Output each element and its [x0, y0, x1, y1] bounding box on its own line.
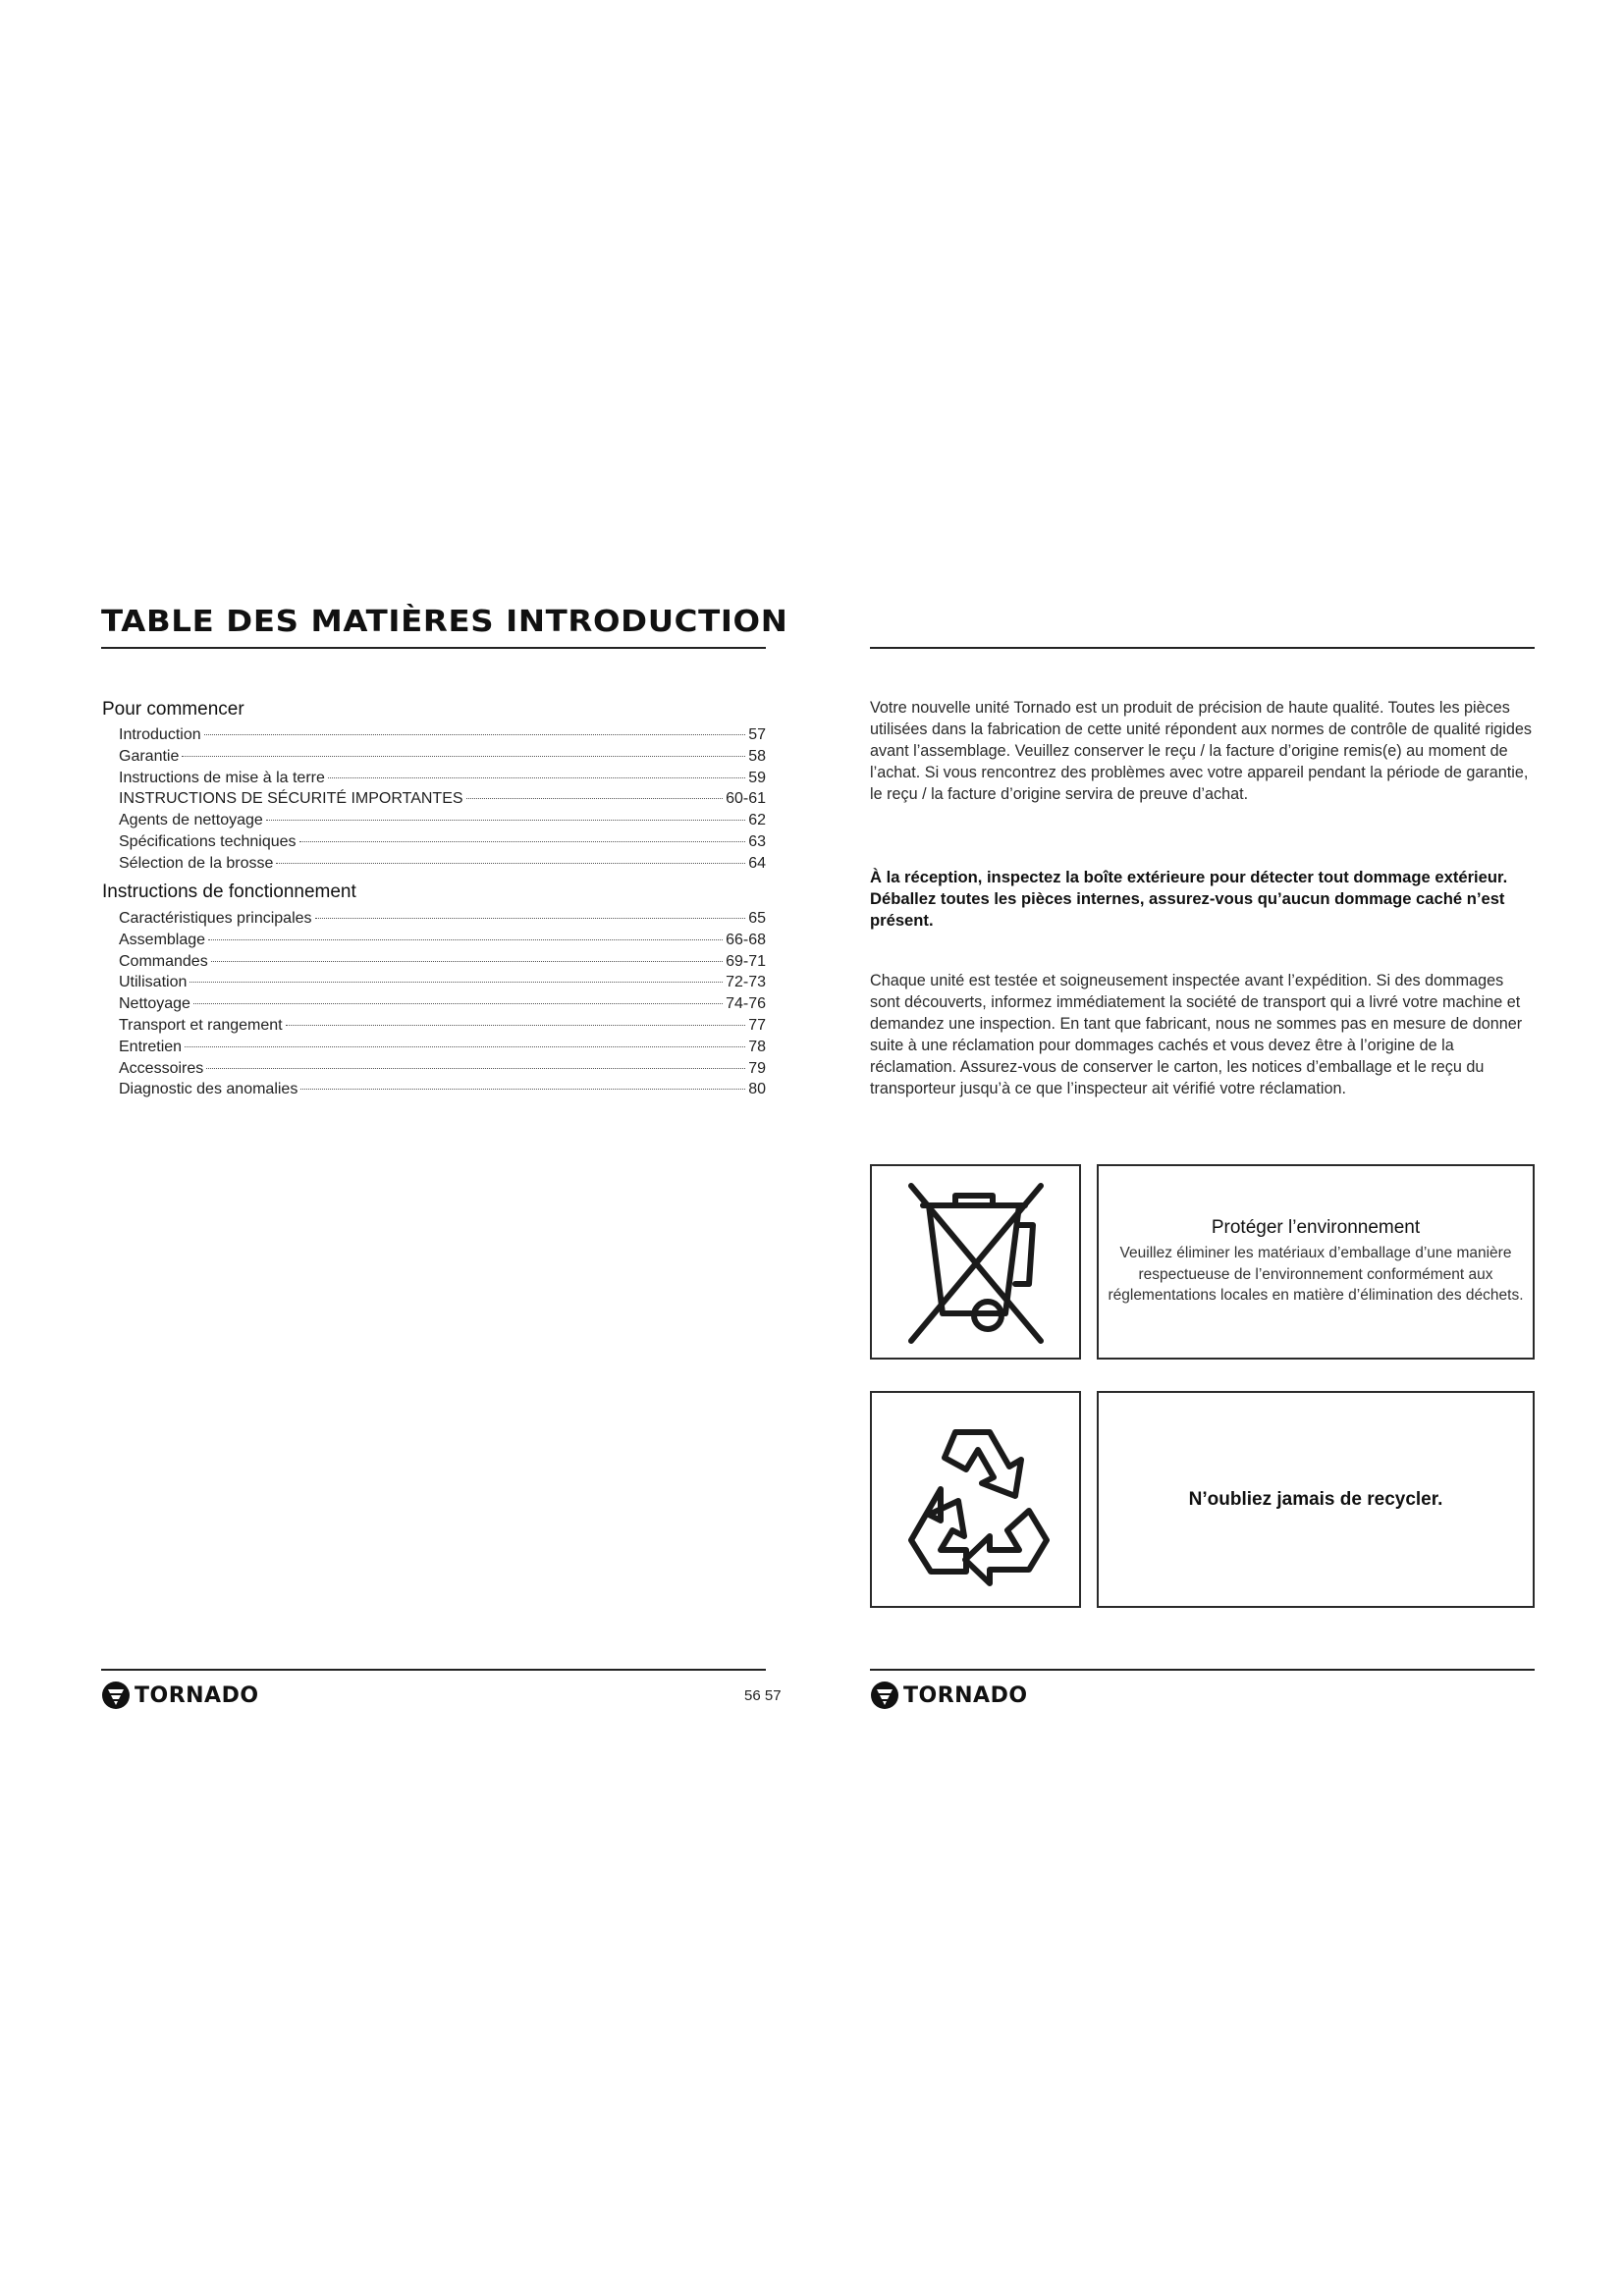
toc-entry-page: 77 — [748, 1016, 766, 1034]
toc-entry-label: Nettoyage — [119, 995, 190, 1013]
toc-entry — [119, 853, 766, 875]
toc-entry-label: Transport et rangement — [119, 1016, 283, 1034]
toc-entry-page: 65 — [748, 910, 766, 927]
environment-box — [1097, 1164, 1535, 1360]
toc-list-2 — [119, 908, 766, 1100]
toc-entry-page: 80 — [748, 1081, 766, 1098]
toc-leader-dots — [466, 798, 724, 799]
toc-entry-label: INSTRUCTIONS DE SÉCURITÉ IMPORTANTES — [119, 790, 463, 808]
toc-entry — [119, 746, 766, 768]
toc-entry — [119, 951, 766, 973]
toc-entry — [119, 1015, 766, 1037]
toc-entry-label: Agents de nettoyage — [119, 812, 263, 829]
toc-leader-dots — [208, 939, 723, 940]
toc-entry — [119, 1058, 766, 1080]
inspection-paragraph: À la réception, inspectez la boîte extérieure pour détecter tout dommage extérieur. Déballez toutes les pièces internes, assurez-vous qu’aucun dommage caché n’est présent. — [870, 868, 1508, 930]
toc-leader-dots — [206, 1068, 745, 1069]
recycle-icon-box — [870, 1391, 1081, 1608]
environment-title: Protéger l’environnement — [1211, 1217, 1421, 1239]
toc-entry — [119, 972, 766, 993]
toc-entry-label: Utilisation — [119, 974, 188, 991]
brand-logo-left — [101, 1681, 259, 1710]
brand-logo-right — [870, 1681, 1028, 1710]
toc-entry — [119, 810, 766, 831]
toc-entry-page: 58 — [748, 747, 766, 765]
toc-entry-page: 62 — [748, 812, 766, 829]
toc-entry-page: 72-73 — [726, 974, 766, 991]
page-title: TABLE DES MATIÈRES INTRODUCTION — [101, 605, 788, 639]
toc-entry — [119, 724, 766, 746]
toc-leader-dots — [328, 777, 745, 778]
toc-entry — [119, 1037, 766, 1058]
toc-entry-label: Entretien — [119, 1038, 183, 1055]
toc-entry — [119, 831, 766, 853]
toc-entry-page: 64 — [748, 854, 766, 872]
toc-leader-dots — [266, 820, 745, 821]
toc-leader-dots — [211, 961, 723, 962]
toc-entry-label: Instructions de mise à la terre — [119, 769, 325, 786]
toc-entry-page: 60-61 — [726, 790, 766, 808]
toc-entry-label: Garantie — [119, 747, 180, 765]
footer-rule-right — [870, 1669, 1535, 1671]
brand-name: TORNADO — [135, 1682, 259, 1708]
toc-entry-page: 59 — [748, 769, 766, 786]
toc-entry-page: 74-76 — [726, 995, 766, 1013]
toc-entry-page: 78 — [748, 1038, 766, 1055]
page-numbers: 56 57 — [744, 1687, 782, 1704]
toc-entry-page: 57 — [748, 726, 766, 743]
header-rule-right — [870, 647, 1535, 649]
toc-leader-dots — [193, 1003, 723, 1004]
toc-entry-label: Sélection de la brosse — [119, 854, 274, 872]
toc-entry — [119, 768, 766, 789]
toc-leader-dots — [315, 918, 746, 919]
crossed-bin-icon — [872, 1166, 1079, 1358]
weee-icon-box — [870, 1164, 1081, 1360]
toc-entry-label: Diagnostic des anomalies — [119, 1081, 298, 1098]
toc-entry — [119, 908, 766, 930]
toc-entry — [119, 788, 766, 810]
toc-leader-dots — [276, 863, 745, 864]
damage-paragraph: Chaque unité est testée et soigneusement inspectée avant l’expédition. Si des dommages sont découverts, informez immédiatement la société de transport qui a livré votre machine et demandez une inspection. En tant que fabricant, nous ne sommes pas en mesure de donner suite à une réclamation pour dommages cachés et vous devez être à l’origine de la réclamation. Assurez-vous de conserver le carton, les notices d’emballage et le reçu du transporteur jusqu’à ce que l’inspecteur ait vérifié votre réclamation. — [870, 972, 1523, 1097]
toc-entry-label: Accessoires — [119, 1059, 204, 1077]
toc-leader-dots — [300, 1089, 745, 1090]
recycle-icon — [872, 1393, 1079, 1606]
tornado-logo-icon — [101, 1681, 131, 1710]
toc-leader-dots — [182, 756, 745, 757]
toc-entry-page: 63 — [748, 832, 766, 850]
intro-paragraph: Votre nouvelle unité Tornado est un produit de précision de haute qualité. Toutes les pièces utilisées dans la fabrication de cette unité répondent aux normes de contrôle de qualité rigides avant l’assemblage. Veuillez conserver le reçu / la facture d’origine remis(e) au moment de l’achat. Si vous rencontrez des problèmes avec votre appareil pendant la période de garantie, le reçu / la facture d’origine servira de preuve d’achat. — [870, 699, 1533, 803]
toc-leader-dots — [299, 841, 746, 842]
toc-section-title: Instructions de fonctionnement — [102, 881, 356, 902]
recycle-box — [1097, 1391, 1535, 1608]
toc-leader-dots — [286, 1025, 746, 1026]
tornado-logo-icon — [870, 1681, 899, 1710]
toc-entry-page: 66-68 — [726, 931, 766, 948]
toc-entry-label: Assemblage — [119, 931, 206, 948]
toc-entry-label: Caractéristiques principales — [119, 910, 312, 927]
brand-name: TORNADO — [903, 1682, 1028, 1708]
toc-entry-page: 79 — [748, 1059, 766, 1077]
toc-entry-label: Commandes — [119, 952, 208, 970]
toc-entry — [119, 1079, 766, 1100]
toc-entry-label: Introduction — [119, 726, 201, 743]
toc-section-title: Pour commencer — [102, 699, 244, 720]
footer-rule-left — [101, 1669, 766, 1671]
toc-entry — [119, 930, 766, 951]
toc-entry — [119, 993, 766, 1015]
header-rule-left — [101, 647, 766, 649]
toc-leader-dots — [204, 734, 746, 735]
toc-entry-page: 69-71 — [726, 952, 766, 970]
toc-leader-dots — [185, 1046, 745, 1047]
recycle-message: N’oubliez jamais de recycler. — [1188, 1488, 1443, 1510]
toc-leader-dots — [189, 982, 723, 983]
environment-text: Veuillez éliminer les matériaux d’emballage d’une manière respectueuse de l’environnement conformément aux réglementations locales en matière d’élimination des déchets. — [1108, 1245, 1524, 1305]
toc-list-1 — [119, 724, 766, 875]
toc-entry-label: Spécifications techniques — [119, 832, 297, 850]
